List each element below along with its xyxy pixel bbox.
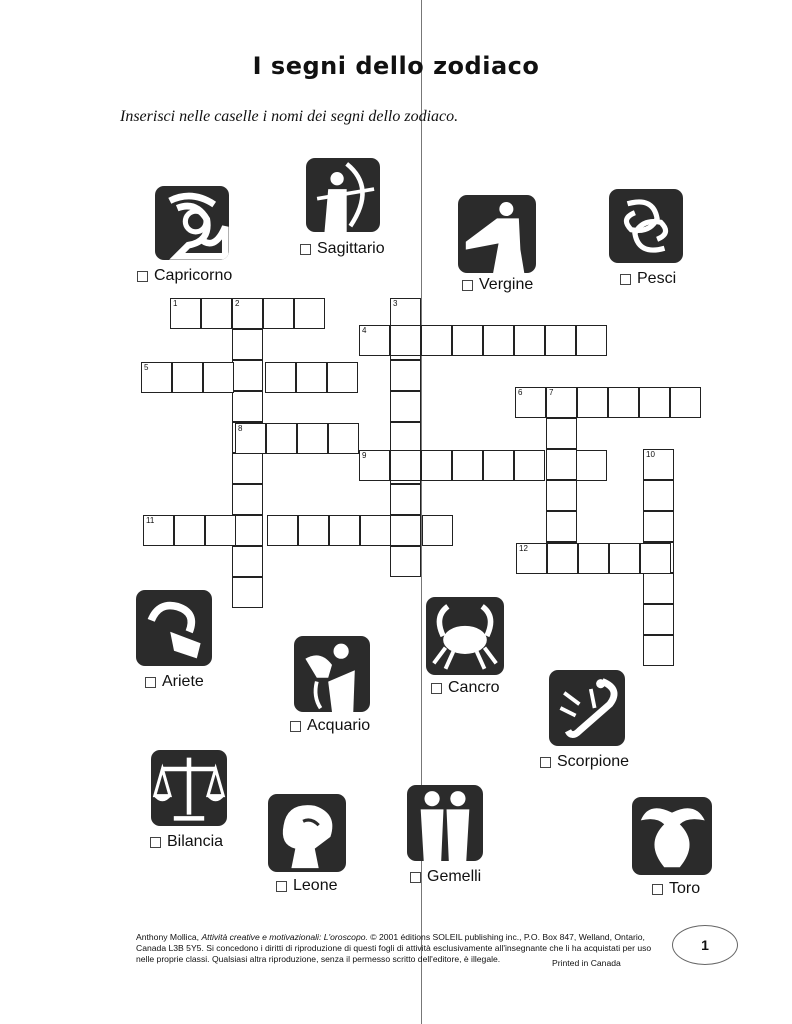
crossword-cell[interactable] (643, 635, 674, 666)
crossword-cell[interactable] (329, 515, 360, 546)
crossword-cell[interactable] (141, 362, 172, 393)
checkbox-cancro[interactable] (431, 683, 442, 694)
clue-number: 5 (144, 363, 149, 372)
pisces-icon (609, 189, 683, 263)
clue-number: 9 (362, 451, 367, 460)
label-ariete: Ariete (162, 673, 204, 690)
footer-author: Anthony Mollica, (136, 932, 202, 942)
crossword-cell[interactable] (170, 298, 201, 329)
label-gemelli: Gemelli (427, 868, 482, 885)
clue-number: 10 (646, 450, 655, 459)
label-scorpione: Scorpione (557, 753, 630, 770)
crossword-cell[interactable] (327, 362, 358, 393)
page-title: I segni dello zodiaco (252, 52, 540, 80)
checkbox-bilancia[interactable] (150, 837, 161, 848)
crossword-cell[interactable] (643, 449, 674, 480)
crossword-cell[interactable] (294, 298, 325, 329)
clue-number: 3 (393, 299, 398, 308)
checkbox-leone[interactable] (276, 881, 287, 892)
clue-number: 12 (519, 544, 528, 553)
crossword-cell[interactable] (545, 325, 576, 356)
clue-number: 4 (362, 326, 367, 335)
scorpio-icon (549, 670, 625, 746)
gemini-icon (407, 785, 483, 861)
clue-number: 6 (518, 388, 523, 397)
label-toro: Toro (669, 880, 701, 897)
footer-legal: nelle proprie classi. Qualsiasi altra riproduzione, senza il permesso scritto dell'editore, è illegale. (136, 954, 501, 964)
crossword-cell[interactable] (232, 329, 263, 360)
crossword-cell[interactable] (483, 450, 514, 481)
crossword-cell[interactable] (609, 543, 640, 574)
crossword-cell[interactable] (670, 387, 701, 418)
crossword-cell[interactable] (576, 450, 607, 481)
virgo-icon (458, 195, 536, 273)
page-number: 1 (672, 925, 738, 965)
crossword-cell[interactable] (452, 450, 483, 481)
crossword-cell[interactable] (267, 515, 298, 546)
sagittarius-icon (306, 158, 380, 232)
printed-in-canada: Printed in Canada (552, 958, 621, 968)
crossword-cell[interactable] (232, 546, 263, 577)
label-vergine: Vergine (479, 276, 534, 293)
crossword-cell[interactable] (546, 449, 577, 480)
crossword-cell[interactable] (608, 387, 639, 418)
label-pesci: Pesci (637, 270, 677, 287)
clue-number: 2 (235, 299, 240, 308)
crossword-cell[interactable] (203, 362, 234, 393)
crossword-cell[interactable] (360, 515, 391, 546)
crossword-cell[interactable] (232, 391, 263, 422)
crossword-cell[interactable] (390, 450, 421, 481)
checkbox-toro[interactable] (652, 884, 663, 895)
crossword-cell[interactable] (577, 387, 608, 418)
checkbox-scorpione[interactable] (540, 757, 551, 768)
crossword-cell[interactable] (297, 423, 328, 454)
libra-icon (151, 750, 227, 826)
label-bilancia: Bilancia (167, 833, 224, 850)
checkbox-gemelli[interactable] (410, 872, 421, 883)
clue-number: 7 (549, 388, 554, 397)
label-acquario: Acquario (307, 717, 371, 734)
crossword-cell[interactable] (232, 360, 263, 391)
crossword-cell[interactable] (296, 362, 327, 393)
crossword-cell[interactable] (235, 423, 266, 454)
clue-number: 1 (173, 299, 178, 308)
checkbox-sagittario[interactable] (300, 244, 311, 255)
crossword-cell[interactable] (390, 391, 421, 422)
crossword-cell[interactable] (201, 298, 232, 329)
crossword-cell[interactable] (643, 573, 674, 604)
crossword-cell[interactable] (232, 515, 263, 546)
crossword-cell[interactable] (390, 360, 421, 391)
crossword-cell[interactable] (266, 423, 297, 454)
crossword-cell[interactable] (232, 484, 263, 515)
crossword-cell[interactable] (265, 362, 296, 393)
crossword-cell[interactable] (421, 325, 452, 356)
crossword-cell[interactable] (174, 515, 205, 546)
clue-number: 11 (146, 516, 155, 525)
crossword-cell[interactable] (390, 484, 421, 515)
aquarius-icon (294, 636, 370, 712)
crossword-cell[interactable] (640, 543, 671, 574)
crossword-cell[interactable] (643, 511, 674, 542)
crossword-cell[interactable] (232, 298, 263, 329)
crossword-cell[interactable] (516, 543, 547, 574)
crossword-cell[interactable] (421, 450, 452, 481)
crossword-cell[interactable] (359, 325, 390, 356)
checkbox-capricorno[interactable] (137, 271, 148, 282)
crossword-cell[interactable] (546, 511, 577, 542)
crossword-cell[interactable] (546, 418, 577, 449)
label-capricorno: Capricorno (154, 267, 233, 284)
crossword-cell[interactable] (422, 515, 453, 546)
crossword-cell[interactable] (578, 543, 609, 574)
label-cancro: Cancro (448, 679, 500, 696)
crossword-cell[interactable] (328, 423, 359, 454)
checkbox-pesci[interactable] (620, 274, 631, 285)
label-sagittario: Sagittario (317, 240, 385, 257)
crossword-cell[interactable] (515, 387, 546, 418)
footer-rights: Canada L3B 5Y5. Si concedono i diritti di riproduzione di questi fogli di attività esclusivamente all'insegnante che li ha acquistati per uso (136, 943, 652, 953)
crossword-cell[interactable] (546, 480, 577, 511)
crossword-cell[interactable] (232, 577, 263, 608)
crossword-cell[interactable] (172, 362, 203, 393)
crossword-cell[interactable] (452, 325, 483, 356)
crossword-cell[interactable] (298, 515, 329, 546)
crossword-cell[interactable] (390, 546, 421, 577)
crossword-cell[interactable] (514, 325, 545, 356)
crossword-cell[interactable] (643, 604, 674, 635)
crossword-cell[interactable] (390, 515, 421, 546)
checkbox-vergine[interactable] (462, 280, 473, 291)
footer-publisher: © 2001 éditions SOLEIL publishing inc., P.O. Box 847, Welland, Ontario, (367, 932, 645, 942)
cancer-icon (426, 597, 504, 675)
footer-book-title: Attività creative e motivazionali: L'oroscopo. (201, 932, 368, 942)
crossword-cell[interactable] (514, 450, 545, 481)
crossword-cell[interactable] (390, 325, 421, 356)
leo-icon (268, 794, 346, 872)
crossword-cell[interactable] (205, 515, 236, 546)
crossword-cell[interactable] (390, 422, 421, 453)
taurus-icon (632, 797, 712, 875)
aries-icon (136, 590, 212, 666)
crossword-cell[interactable] (576, 325, 607, 356)
checkbox-acquario[interactable] (290, 721, 301, 732)
crossword-cell[interactable] (547, 543, 578, 574)
label-leone: Leone (293, 877, 338, 894)
crossword-cell[interactable] (546, 387, 577, 418)
crossword-cell[interactable] (143, 515, 174, 546)
crossword-cell[interactable] (639, 387, 670, 418)
crossword-cell[interactable] (359, 450, 390, 481)
capricorn-icon (155, 186, 229, 260)
crossword-cell[interactable] (263, 298, 294, 329)
instruction-text: Inserisci nelle caselle i nomi dei segni dello zodiaco. (120, 108, 459, 125)
crossword-cell[interactable] (232, 453, 263, 484)
crossword-cell[interactable] (643, 480, 674, 511)
checkbox-ariete[interactable] (145, 677, 156, 688)
clue-number: 8 (238, 424, 243, 433)
crossword-cell[interactable] (483, 325, 514, 356)
